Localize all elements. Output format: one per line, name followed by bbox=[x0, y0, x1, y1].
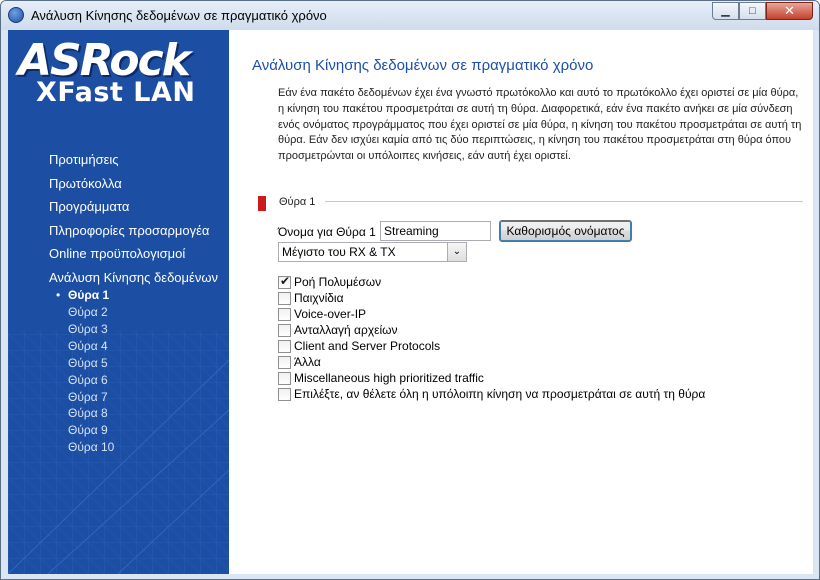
sidebar-port-4[interactable]: Θύρα 4 bbox=[68, 339, 108, 353]
section-marker bbox=[258, 196, 266, 211]
sidebar-item-online-budgets[interactable]: Online προϋπολογισμοί bbox=[49, 246, 186, 261]
sidebar-port-10[interactable]: Θύρα 10 bbox=[68, 440, 115, 454]
checkbox-box[interactable] bbox=[278, 356, 291, 369]
checkbox-label: Ροή Πολυμέσων bbox=[294, 275, 382, 289]
app-icon[interactable] bbox=[8, 7, 24, 23]
page-title: Ανάλυση Κίνησης δεδομένων σε πραγματικό χρόνο bbox=[252, 57, 594, 74]
checkbox-label: Voice-over-IP bbox=[294, 307, 367, 321]
port-name-label: Όνομα για Θύρα 1 bbox=[278, 225, 376, 239]
chevron-down-icon[interactable]: ⌄ bbox=[447, 243, 466, 261]
checkbox-box[interactable] bbox=[278, 372, 291, 385]
sidebar-port-6[interactable]: Θύρα 6 bbox=[68, 373, 108, 387]
checkbox-label: Ανταλλαγή αρχείων bbox=[294, 323, 398, 337]
asrock-logo: ASRock bbox=[18, 35, 190, 86]
product-name: XFast LAN bbox=[36, 77, 196, 108]
sidebar-port-9[interactable]: Θύρα 9 bbox=[68, 423, 108, 437]
sidebar bbox=[8, 30, 229, 574]
checkbox-label: Παιχνίδια bbox=[294, 291, 344, 305]
window-title: Ανάλυση Κίνησης δεδομένων σε πραγματικό χρόνο bbox=[31, 8, 327, 23]
measure-mode-select[interactable] bbox=[278, 242, 467, 262]
checkbox-label: Επιλέξτε, αν θέλετε όλη η υπόλοιπη κίνηση να προσμετράται σε αυτή τη θύρα bbox=[294, 387, 706, 401]
checkbox-label: Miscellaneous high prioritized traffic bbox=[294, 371, 484, 385]
check-icon: ✔ bbox=[280, 274, 291, 288]
sidebar-item-preferences[interactable]: Προτιμήσεις bbox=[49, 152, 119, 167]
sidebar-port-1[interactable]: Θύρα 1 bbox=[68, 288, 110, 302]
description-text: Εάν ένα πακέτο δεδομένων έχει ένα γνωστό πρωτόκολλο και αυτό το πρωτόκολλο έχει οριστεί σε μία θύρα, η κίνηση του πακέτου προσμετράται σε αυτή τη θύρα. Διαφορετικά, εάν ένα πακέτο ανήκει σε μία σύνδεση ενός ονόματος προγράμματος που έχει οριστεί σε μία θύρα, η κίνηση του πακέτου προσμετράται σε αυτή τη θύρα. Εάν δεν ισχύει καμία από τις δύο περιπτώσεις, η κίνηση του πακέτου προσμετράται στη θύρα όπου προσμετρώνται οι υπόλοιπες κινήσεις, εάν αυτή έχει οριστεί. bbox=[278, 87, 802, 163]
select-value: Μέγιστο του RX & TX bbox=[282, 245, 396, 259]
checkbox-box[interactable] bbox=[278, 340, 291, 353]
sidebar-item-traffic-analysis[interactable]: Ανάλυση Κίνησης δεδομένων bbox=[49, 270, 218, 285]
sidebar-port-8[interactable]: Θύρα 8 bbox=[68, 406, 108, 420]
main-panel bbox=[229, 30, 813, 574]
section-divider bbox=[325, 201, 803, 202]
sidebar-port-7[interactable]: Θύρα 7 bbox=[68, 390, 108, 404]
section-title: Θύρα 1 bbox=[279, 196, 316, 208]
checkbox-label: Άλλα bbox=[294, 355, 321, 369]
minimize-button[interactable]: ▁ bbox=[712, 2, 739, 20]
checkbox-box[interactable] bbox=[278, 324, 291, 337]
sidebar-port-2[interactable]: Θύρα 2 bbox=[68, 305, 108, 319]
sidebar-item-adapter-info[interactable]: Πληροφορίες προσαρμογέα bbox=[49, 223, 210, 238]
maximize-button[interactable]: □ bbox=[739, 2, 766, 20]
active-bullet-icon: • bbox=[56, 288, 61, 302]
checkbox-box[interactable] bbox=[278, 292, 291, 305]
sidebar-background-pattern bbox=[8, 30, 229, 574]
title-bar[interactable] bbox=[1, 1, 819, 30]
set-name-button[interactable]: Καθορισμός ονόματος bbox=[499, 220, 632, 242]
sidebar-port-3[interactable]: Θύρα 3 bbox=[68, 322, 108, 336]
port-name-input[interactable] bbox=[380, 221, 491, 241]
checkbox-box[interactable] bbox=[278, 276, 291, 289]
sidebar-item-programs[interactable]: Προγράμματα bbox=[49, 199, 130, 214]
checkbox-label: Client and Server Protocols bbox=[294, 339, 441, 353]
checkbox-box[interactable] bbox=[278, 388, 291, 401]
checkbox-box[interactable] bbox=[278, 308, 291, 321]
close-button[interactable]: ✕ bbox=[766, 2, 813, 20]
sidebar-port-5[interactable]: Θύρα 5 bbox=[68, 356, 108, 370]
sidebar-item-protocols[interactable]: Πρωτόκολλα bbox=[49, 176, 122, 191]
